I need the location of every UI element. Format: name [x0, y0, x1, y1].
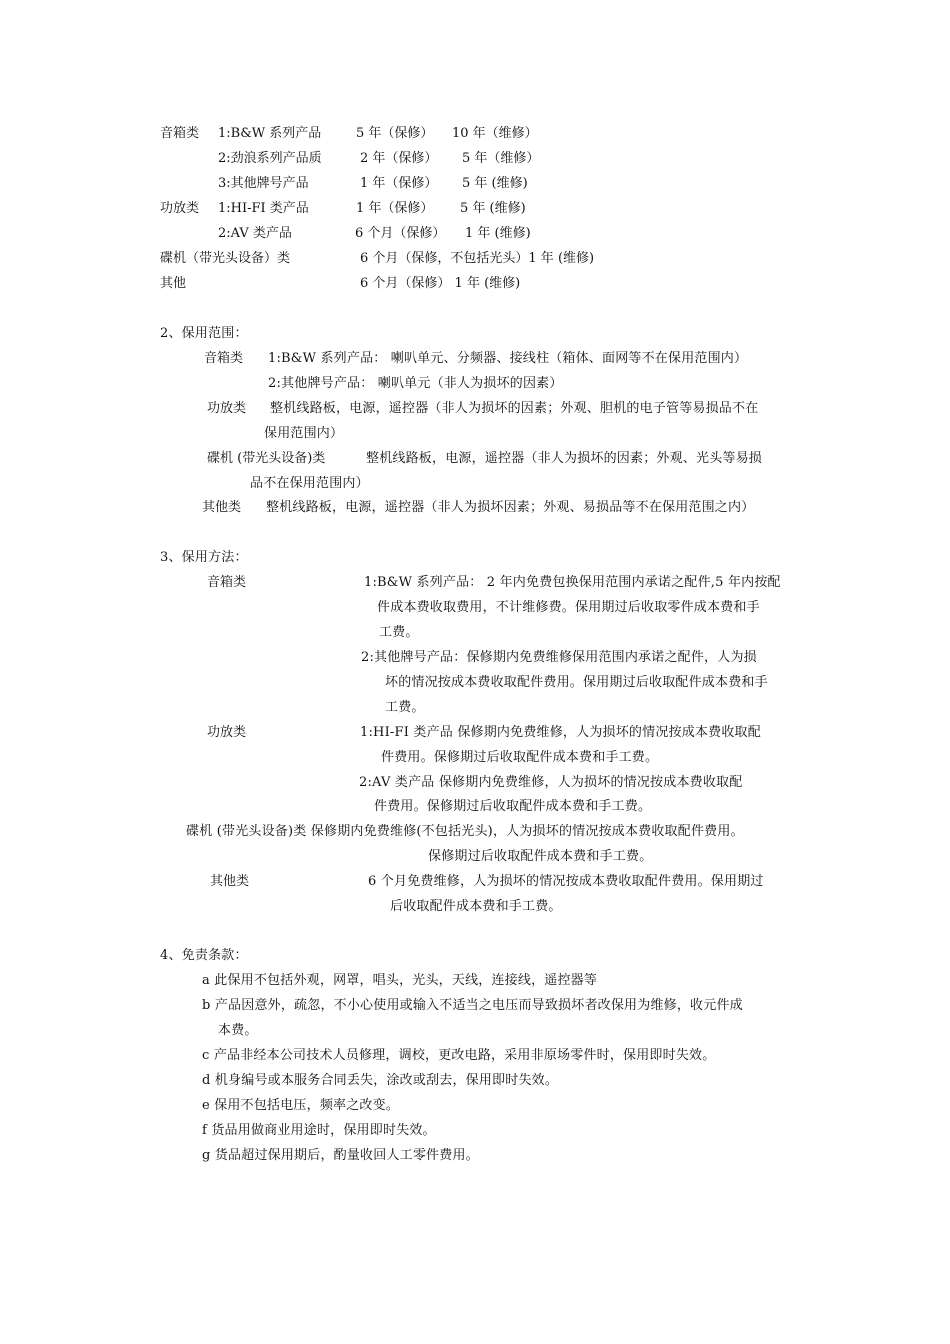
period-speaker-1-warranty: 5 年（保修）	[356, 126, 434, 141]
period-disc-text: 6 个月（保修，不包括光头）1 年 (维修)	[360, 251, 595, 266]
scope-disc-text-2: 品不在保用范围内）	[250, 476, 369, 491]
method-amp-label: 功放类	[207, 725, 247, 740]
period-speaker-1-repair: 10 年（维修）	[452, 126, 538, 141]
scope-disc-label: 碟机 (带光头设备)类	[207, 451, 326, 466]
method-heading: 3、保用方法：	[160, 550, 248, 565]
method-speaker-1-line-3: 工费。	[379, 625, 419, 640]
method-speaker-1-line-2: 件成本费收取费用，不计维修费。保用期过后收取零件成本费和手	[377, 600, 760, 615]
scope-other-text: 整机线路板，电源，遥控器（非人为损坏因素；外观、易损品等不在保用范围之内）	[266, 500, 755, 515]
period-speaker-1: 1:B&W 系列产品	[218, 126, 322, 141]
period-speaker-2: 2:劲浪系列产品质	[218, 151, 322, 166]
period-speaker-2-warranty: 2 年（保修）	[360, 151, 438, 166]
method-other-line-1: 6 个月免费维修，人为损坏的情况按成本费收取配件费用。保用期过	[368, 874, 764, 889]
period-other-text: 6 个月（保修） 1 年 (维修)	[360, 276, 521, 291]
period-speaker-3-warranty: 1 年（保修）	[360, 176, 438, 191]
period-amp-2-warranty: 6 个月（保修）	[355, 226, 446, 241]
disclaimer-item-f: f 货品用做商业用途时，保用即时失效。	[202, 1123, 436, 1138]
period-other-label: 其他	[160, 276, 187, 291]
disclaimer-item-d: d 机身编号或本服务合同丢失，涂改或刮去，保用即时失效。	[202, 1073, 559, 1088]
scope-other-label: 其他类	[202, 500, 242, 515]
period-speaker-3: 3:其他牌号产品	[218, 176, 309, 191]
scope-speaker-1: 1:B&W 系列产品： 喇叭单元、分频器、接线柱（箱体、面网等不在保用范围内）	[268, 351, 748, 366]
period-speaker-label: 音箱类	[160, 126, 200, 141]
method-amp-2-line-2: 件费用。保修期过后收取配件成本费和手工费。	[374, 799, 652, 814]
method-speaker-2-line-2: 坏的情况按成本费收取配件费用。保用期过后收取配件成本费和手	[385, 675, 768, 690]
disclaimer-item-b-line-1: b 产品因意外，疏忽，不小心使用或输入不适当之电压而导致损坏者改保用为维修，收元件成	[202, 998, 743, 1013]
scope-heading: 2、保用范围：	[160, 326, 248, 341]
scope-amp-label: 功放类	[207, 401, 247, 416]
disclaimer-item-c: c 产品非经本公司技术人员修理，调校，更改电路，采用非原场零件时，保用即时失效。	[202, 1048, 716, 1063]
method-other-line-2: 后收取配件成本费和手工费。	[390, 899, 562, 914]
method-disc-line-2: 保修期过后收取配件成本费和手工费。	[428, 849, 653, 864]
disclaimer-heading: 4、免责条款：	[160, 948, 248, 963]
method-other-label: 其他类	[210, 874, 250, 889]
scope-speaker-label: 音箱类	[204, 351, 244, 366]
period-amp-1-warranty: 1 年（保修）	[356, 201, 434, 216]
method-amp-1-line-2: 件费用。保修期过后收取配件成本费和手工费。	[381, 750, 659, 765]
method-speaker-label: 音箱类	[207, 575, 247, 590]
period-amp-1: 1:HI-FI 类产品	[218, 201, 309, 216]
period-amp-2: 2:AV 类产品	[218, 226, 292, 241]
disclaimer-item-a: a 此保用不包括外观，网罩，唱头，光头，天线，连接线，遥控器等	[202, 973, 598, 988]
period-disc-label: 碟机（带光头设备）类	[160, 251, 291, 266]
disclaimer-item-g: g 货品超过保用期后，酌量收回人工零件费用。	[202, 1148, 479, 1163]
method-amp-1-line-1: 1:HI-FI 类产品 保修期内免费维修，人为损坏的情况按成本费收取配	[360, 725, 761, 740]
disclaimer-item-b-line-2: 本费。	[218, 1023, 258, 1038]
method-speaker-2-line-3: 工费。	[385, 700, 425, 715]
scope-disc-text-1: 整机线路板，电源，遥控器（非人为损坏的因素；外观、光头等易损	[366, 451, 763, 466]
period-amp-label: 功放类	[160, 201, 200, 216]
method-speaker-2-line-1: 2:其他牌号产品：保修期内免费维修保用范围内承诺之配件，人为损	[361, 650, 757, 665]
period-amp-1-repair: 5 年 (维修)	[460, 201, 526, 216]
method-disc-line-1: 碟机 (带光头设备)类 保修期内免费维修(不包括光头)，人为损坏的情况按成本费收取配件费用。	[186, 824, 744, 839]
method-speaker-1-line-1: 1:B&W 系列产品： 2 年内免费包换保用范围内承诺之配件,5 年内按配	[364, 575, 781, 590]
scope-amp-text-1: 整机线路板，电源，遥控器（非人为损坏的因素；外观、胆机的电子管等易损品不在	[270, 401, 759, 416]
scope-speaker-2: 2:其他牌号产品： 喇叭单元（非人为损坏的因素）	[268, 376, 563, 391]
disclaimer-item-e: e 保用不包括电压，频率之改变。	[202, 1098, 400, 1113]
period-speaker-3-repair: 5 年 (维修)	[462, 176, 528, 191]
period-speaker-2-repair: 5 年（维修）	[462, 151, 540, 166]
method-amp-2-line-1: 2:AV 类产品 保修期内免费维修，人为损坏的情况按成本费收取配	[359, 775, 743, 790]
period-amp-2-repair: 1 年 (维修)	[465, 226, 531, 241]
scope-amp-text-2: 保用范围内）	[264, 426, 344, 441]
